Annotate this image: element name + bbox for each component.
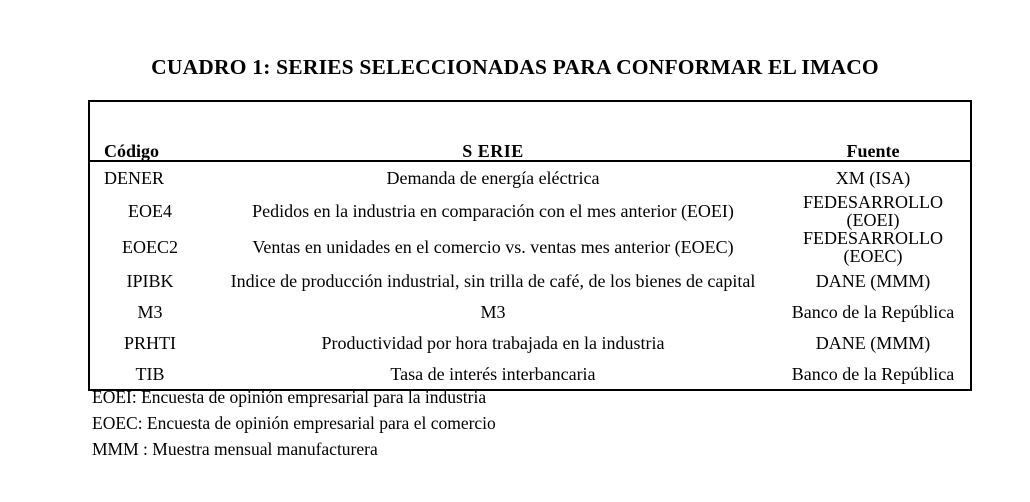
page-title: CUADRO 1: SERIES SELECCIONADAS PARA CONFORMAR EL IMACO bbox=[151, 55, 879, 79]
column-header-codigo: Código bbox=[90, 102, 210, 161]
series-table-container bbox=[88, 100, 972, 391]
table-footnotes bbox=[92, 385, 972, 463]
cell-codigo: TIB bbox=[135, 363, 165, 384]
cell-fuente: DANE (MMM) bbox=[815, 332, 931, 353]
table-header-row bbox=[90, 102, 970, 161]
cell-fuente: DANE (MMM) bbox=[815, 270, 931, 291]
cell-serie: Pedidos en la industria en comparación con el mes anterior (EOEI) bbox=[252, 201, 734, 221]
cell-serie: Demanda de energía eléctrica bbox=[386, 167, 600, 188]
column-header-fuente: Fuente bbox=[776, 102, 970, 161]
cell-serie: M3 bbox=[480, 301, 506, 322]
cell-codigo: DENER bbox=[104, 167, 164, 188]
footnote-eoec: EOEC: Encuesta de opinión empresarial para el comercio bbox=[92, 412, 496, 433]
cell-fuente: FEDESARROLLO (EOEI) bbox=[802, 192, 943, 230]
table-row bbox=[90, 265, 970, 296]
cell-codigo: EOEC2 bbox=[122, 237, 178, 257]
cell-fuente: FEDESARROLLO (EOEC) bbox=[802, 228, 943, 266]
footnote-mmm: MMM : Muestra mensual manufacturera bbox=[92, 438, 378, 459]
cell-serie: Productividad por hora trabajada en la industria bbox=[321, 332, 665, 353]
column-header-serie: S ERIE bbox=[210, 102, 776, 161]
cell-serie: Ventas en unidades en el comercio vs. ventas mes anterior (EOEC) bbox=[252, 237, 734, 257]
cell-codigo: IPIBK bbox=[126, 270, 174, 291]
cell-serie: Indice de producción industrial, sin trilla de café, de los bienes de capital bbox=[230, 270, 756, 291]
cell-fuente: XM (ISA) bbox=[835, 167, 911, 188]
table-row bbox=[90, 327, 970, 358]
table-row bbox=[90, 296, 970, 327]
cell-fuente: Banco de la República bbox=[791, 301, 955, 322]
table-row bbox=[90, 193, 970, 229]
cell-codigo: M3 bbox=[137, 301, 163, 322]
cell-fuente: Banco de la República bbox=[791, 363, 955, 384]
cell-serie: Tasa de interés interbancaria bbox=[390, 363, 596, 384]
cell-codigo: EOE4 bbox=[128, 201, 172, 221]
series-table bbox=[90, 102, 970, 389]
table-row bbox=[90, 161, 970, 193]
footnote-eoei: EOEI: Encuesta de opinión empresarial para la industria bbox=[92, 387, 487, 407]
table-row bbox=[90, 229, 970, 265]
cell-codigo: PRHTI bbox=[123, 332, 176, 353]
